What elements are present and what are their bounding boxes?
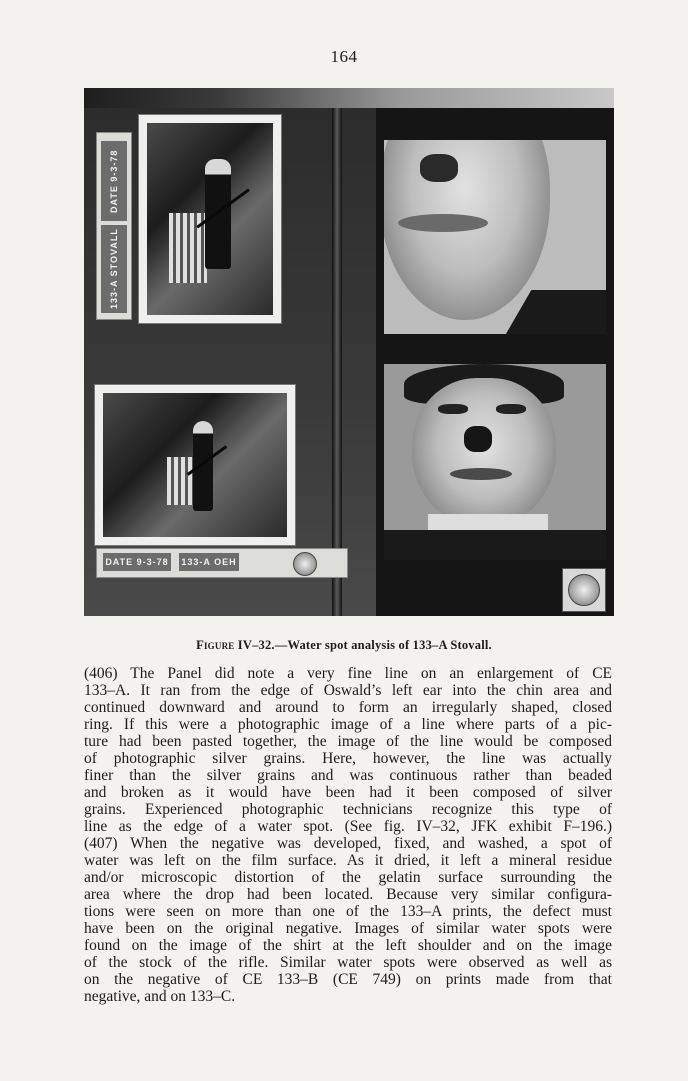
text-line: water was left on the film surface. As it dried, it left a mineral residue	[84, 852, 612, 869]
text-line: (406) The Panel did note a very fine line on an enlargement of CE	[84, 665, 612, 682]
text-line: of the stock of the rifle. Similar water spots were observed as well as	[84, 954, 612, 971]
face	[412, 378, 556, 528]
enlargement-face	[384, 364, 606, 560]
mouth	[398, 214, 488, 232]
body-text	[84, 665, 612, 1005]
print-lower	[94, 384, 296, 546]
text-line: ring. If this were a photographic image of a line where parts of a pic-	[84, 716, 612, 733]
seal-icon	[293, 552, 317, 576]
standing-man	[205, 159, 231, 269]
nose-shadow	[420, 154, 458, 182]
figure-photo	[84, 88, 614, 616]
paragraph-407	[84, 835, 612, 1005]
figure-divider	[332, 108, 342, 616]
text-line: and/or microscopic distortion of the gelatin surface surrounding the	[84, 869, 612, 886]
seal-icon	[568, 574, 600, 606]
print-upper	[138, 114, 282, 324]
mouth	[450, 468, 512, 480]
text-line: have been on the original negative. Images of similar water spots were	[84, 920, 612, 937]
text-line: found on the image of the shirt at the left shoulder and on the image	[84, 937, 612, 954]
shirt	[384, 530, 606, 560]
corner-seal	[562, 568, 606, 612]
text-line: and broken as it would have been had it been composed of silver	[84, 784, 612, 801]
text-line: line as the edge of a water spot. (See fig. IV–32, JFK exhibit F–196.)	[84, 818, 612, 835]
figure-caption	[0, 638, 688, 653]
strip-date-tag: DATE 9-3-78	[103, 553, 171, 571]
nose-shadow	[464, 426, 492, 452]
text-line: 133–A. It ran from the edge of Oswald’s left ear into the chin area and	[84, 682, 612, 699]
print-upper-image	[147, 123, 273, 315]
enlargement-chin	[384, 140, 606, 334]
text-line: on the negative of CE 133–B (CE 749) on prints made from that	[84, 971, 612, 988]
caption-text: IV–32.—Water spot analysis of 133–A Stovall.	[234, 638, 492, 652]
strip-item-tag: 133-A OEH	[179, 553, 239, 571]
text-line: finer than the silver grains and was continuous rather than beaded	[84, 767, 612, 784]
bottom-label-strip	[96, 548, 348, 578]
vertical-label-strip	[96, 132, 132, 320]
paragraph-406	[84, 665, 612, 835]
text-line: continued downward and around to form an irregularly shaped, closed	[84, 699, 612, 716]
right-eye	[496, 404, 526, 414]
left-eye	[438, 404, 468, 414]
text-line: (407) When the negative was developed, fixed, and washed, a spot of	[84, 835, 612, 852]
text-line: area where the drop had been located. Because very similar configura-	[84, 886, 612, 903]
page-number: 164	[330, 47, 358, 66]
text-line: tions were seen on more than one of the 133–A prints, the defect must	[84, 903, 612, 920]
text-line: negative, and on 133–C.	[84, 988, 236, 1005]
text-line: grains. Experienced photographic technicians recognize this type of	[84, 801, 612, 818]
strip-item-tag: 133-A STOVALL	[101, 225, 127, 313]
print-lower-image	[103, 393, 287, 537]
text-line: of photographic silver grains. Here, however, the line was actually	[84, 750, 612, 767]
caption-prefix: Figure	[196, 638, 235, 652]
strip-date-tag: DATE 9-3-78	[101, 141, 127, 221]
text-line: ture had been pasted together, the image of the line would be composed	[84, 733, 612, 750]
